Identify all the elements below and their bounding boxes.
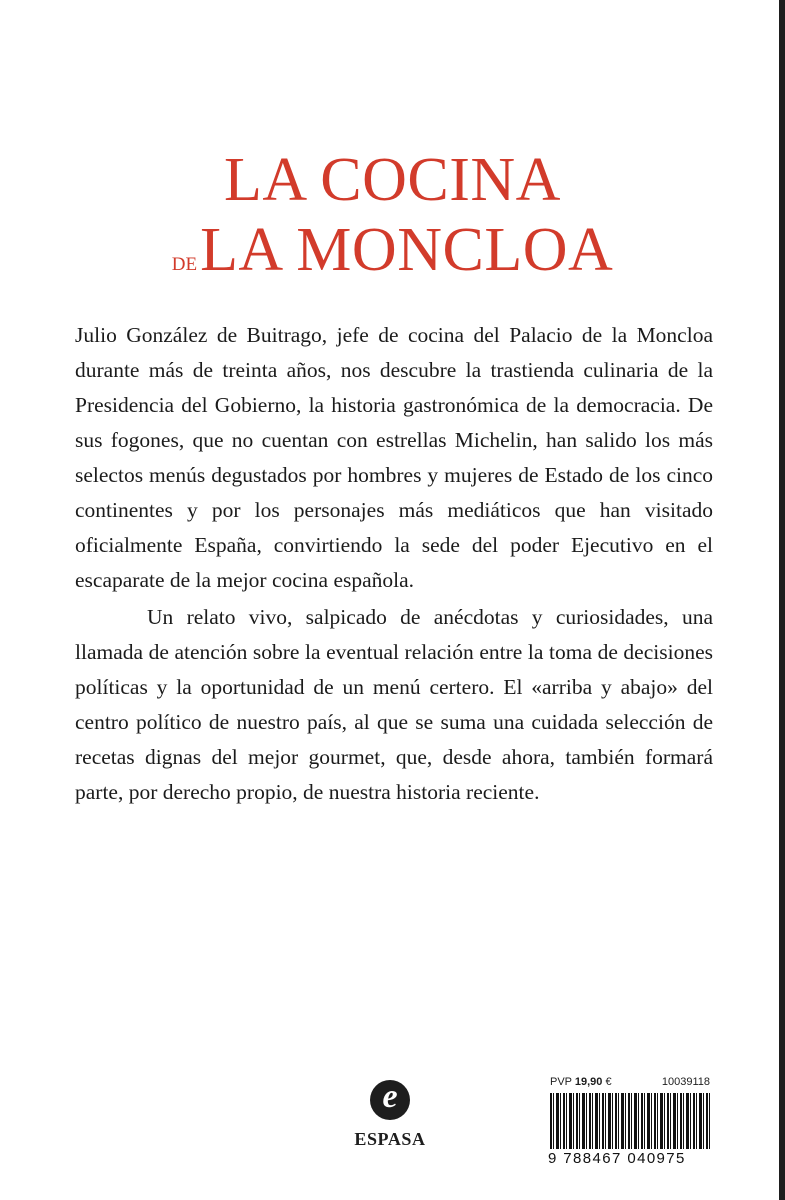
espasa-logo-icon <box>370 1080 410 1120</box>
title-line-1: LA COCINA <box>224 146 561 214</box>
logo-glyph: e <box>382 1078 398 1115</box>
price-value: 19,90 <box>574 1076 603 1088</box>
barcode-icon <box>550 1093 710 1149</box>
title-line-2 <box>0 210 785 305</box>
blurb-paragraph-2: Un relato vivo, salpicado de anécdotas y curiosidades, una llamada de atención sobre la eventual relación entre la toma de decisiones políticas y la oportunidad de un menú certero. El «arriba y abajo» del centro político de nuestro país, al que se suma una cuidada selección de recetas dignas del mejor gourmet, que, desde ahora, también formará parte, por derecho propio, de nuestra historia reciente. <box>75 605 713 804</box>
blurb-paragraph-1: Julio González de Buitrago, jefe de cocina del Palacio de la Moncloa durante más de treinta años, nos descubre la trastienda culinaria de la Presidencia del Gobierno, la historia gastronómica de la democracia. De sus fogones, que no cuentan con estrellas Michelin, han salido los más selectos menús degustados por hombres y mujeres de Estado de los cinco continentes y por los personajes más mediáticos que han visitado oficialmente España, convirtiendo la sede del poder Ejecutivo en el escaparate de la mejor cocina española. <box>75 323 713 592</box>
publisher-name: ESPASA <box>354 1129 426 1149</box>
price-row <box>546 1075 712 1090</box>
product-code: 10039118 <box>661 1076 710 1088</box>
barcode-block <box>546 1075 712 1167</box>
isbn-number: 9 788467 040975 <box>548 1150 686 1167</box>
price-currency: € <box>605 1076 612 1088</box>
title-line-2-text: LA MONCLOA <box>200 216 614 284</box>
title-preposition: DE <box>171 254 198 275</box>
publisher-logo <box>350 1080 430 1150</box>
back-cover-blurb <box>75 318 713 810</box>
pvp-label: PVP <box>550 1076 572 1088</box>
